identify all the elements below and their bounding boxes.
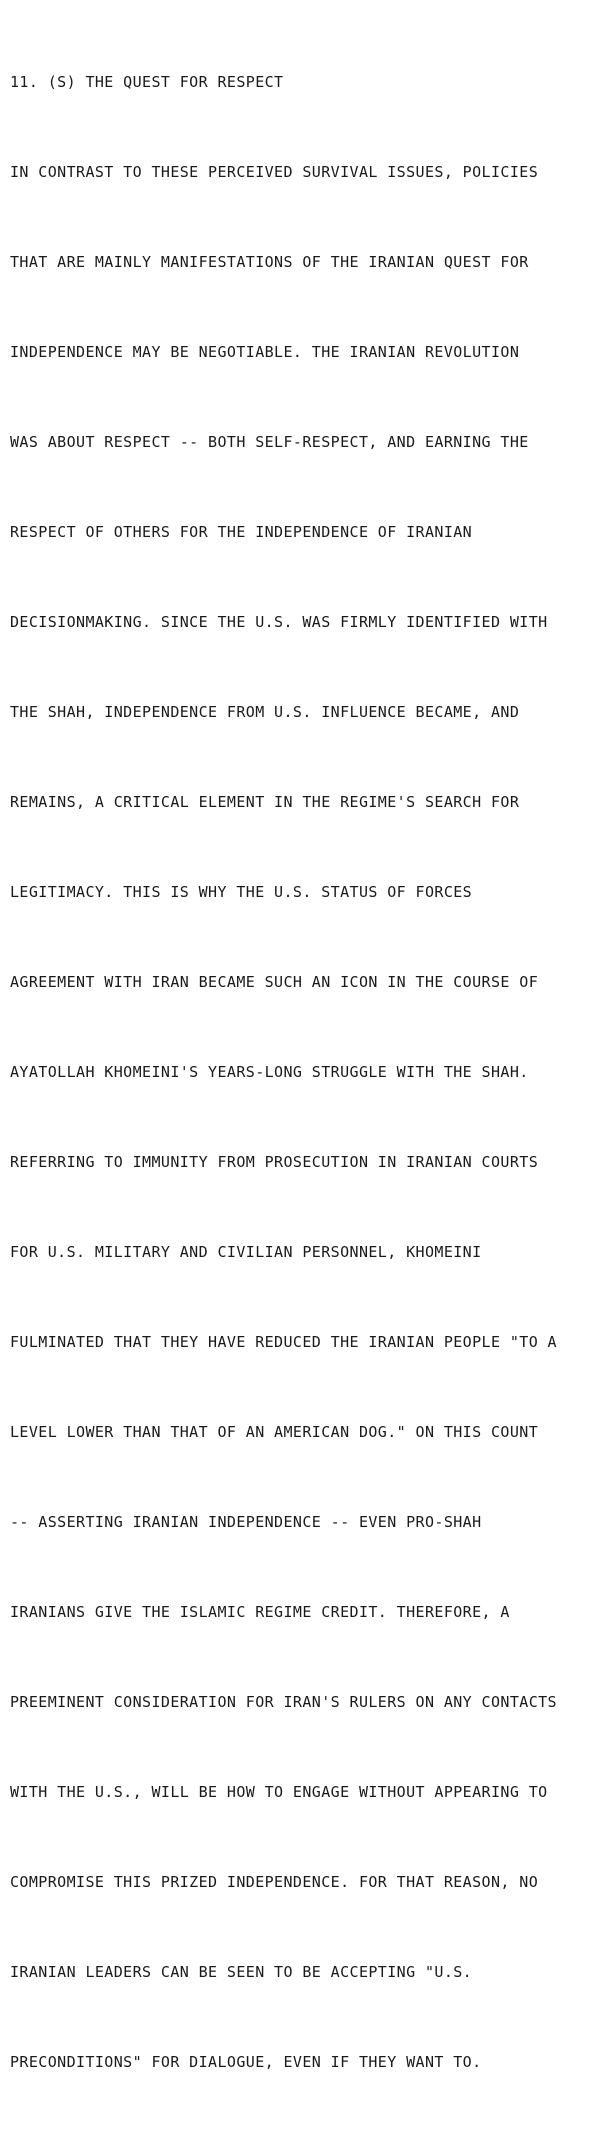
text-line: AGREEMENT WITH IRAN BECAME SUCH AN ICON IN THE COURSE OF: [10, 973, 539, 991]
text-line: AYATOLLAH KHOMEINI'S YEARS-LONG STRUGGLE WITH THE SHAH.: [10, 1063, 529, 1081]
text-line: LEGITIMACY. THIS IS WHY THE U.S. STATUS OF FORCES: [10, 883, 473, 901]
text-line: DECISIONMAKING. SINCE THE U.S. WAS FIRMLY IDENTIFIED WITH: [10, 613, 548, 631]
text-line: PREEMINENT CONSIDERATION FOR IRAN'S RULERS ON ANY CONTACTS: [10, 1693, 557, 1711]
text-line: IRANIAN LEADERS CAN BE SEEN TO BE ACCEPTING "U.S.: [10, 1963, 473, 1981]
text-line: THAT ARE MAINLY MANIFESTATIONS OF THE IRANIAN QUEST FOR: [10, 253, 529, 271]
text-line: THE SHAH, INDEPENDENCE FROM U.S. INFLUENCE BECAME, AND: [10, 703, 520, 721]
text-line: RESPECT OF OTHERS FOR THE INDEPENDENCE OF IRANIAN: [10, 523, 473, 541]
text-line: REFERRING TO IMMUNITY FROM PROSECUTION IN IRANIAN COURTS: [10, 1153, 539, 1171]
text-line: IN CONTRAST TO THESE PERCEIVED SURVIVAL ISSUES, POLICIES: [10, 163, 539, 181]
text-line: FOR U.S. MILITARY AND CIVILIAN PERSONNEL, KHOMEINI: [10, 1243, 482, 1261]
section-heading: 11. (S) THE QUEST FOR RESPECT: [10, 73, 284, 91]
text-line: LEVEL LOWER THAN THAT OF AN AMERICAN DOG." ON THIS COUNT: [10, 1423, 539, 1441]
text-line: FULMINATED THAT THEY HAVE REDUCED THE IRANIAN PEOPLE "TO A: [10, 1333, 557, 1351]
text-line: REMAINS, A CRITICAL ELEMENT IN THE REGIME'S SEARCH FOR: [10, 793, 520, 811]
text-line: -- ASSERTING IRANIAN INDEPENDENCE -- EVEN PRO-SHAH: [10, 1513, 482, 1531]
text-line: PRECONDITIONS" FOR DIALOGUE, EVEN IF THEY WANT TO.: [10, 2053, 482, 2071]
text-line: WAS ABOUT RESPECT -- BOTH SELF-RESPECT, AND EARNING THE: [10, 433, 529, 451]
text-line: COMPROMISE THIS PRIZED INDEPENDENCE. FOR THAT REASON, NO: [10, 1873, 539, 1891]
text-line: WITH THE U.S., WILL BE HOW TO ENGAGE WITHOUT APPEARING TO: [10, 1783, 548, 1801]
text-line: INDEPENDENCE MAY BE NEGOTIABLE. THE IRANIAN REVOLUTION: [10, 343, 520, 361]
text-line: IRANIANS GIVE THE ISLAMIC REGIME CREDIT. THEREFORE, A: [10, 1603, 510, 1621]
document-body: [10, 7, 611, 2137]
